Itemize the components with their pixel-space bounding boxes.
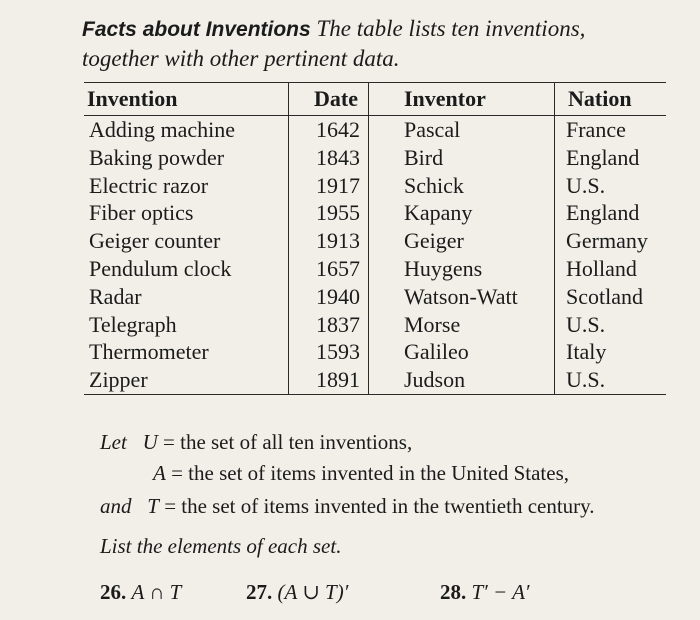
invention-cell: Fiber optics xyxy=(89,200,194,226)
date-cell: 1843 xyxy=(316,144,360,170)
nation-cell: Scotland xyxy=(566,283,643,309)
date-column xyxy=(316,116,360,394)
column-divider xyxy=(288,82,289,394)
intro-title: Facts about Inventions xyxy=(82,18,311,41)
date-cell: 1642 xyxy=(316,117,360,142)
column-divider xyxy=(554,82,555,394)
inventor-cell: Schick xyxy=(404,172,464,198)
date-cell: 1913 xyxy=(316,228,360,254)
intro-text-line1: The table lists ten inventions, xyxy=(316,16,586,41)
exercise-expression: T′ − A′ xyxy=(471,580,530,604)
invention-cell: Baking powder xyxy=(89,144,225,170)
definition-u xyxy=(100,428,412,456)
set-u-definition: = the set of all ten inventions, xyxy=(163,430,413,454)
intro-text-line2: together with other pertinent data. xyxy=(82,46,400,71)
nation-cell: France xyxy=(566,117,626,142)
exercise-26 xyxy=(100,578,181,606)
header-invention: Invention xyxy=(87,86,178,111)
inventor-cell: Pascal xyxy=(404,117,461,142)
date-cell: 1940 xyxy=(316,283,360,309)
invention-cell: Adding machine xyxy=(89,117,236,142)
inventor-cell: Bird xyxy=(404,144,444,170)
exercise-number: 27. xyxy=(246,580,273,604)
invention-cell: Electric razor xyxy=(89,172,209,198)
inventor-column xyxy=(404,116,518,394)
nation-cell: Holland xyxy=(566,255,637,281)
definition-a xyxy=(153,459,569,487)
date-cell: 1891 xyxy=(316,367,360,393)
set-t-definition: = the set of items invented in the twentieth century. xyxy=(164,494,595,518)
invention-cell: Thermometer xyxy=(89,339,209,365)
inventor-cell: Huygens xyxy=(404,255,483,281)
column-divider xyxy=(368,82,369,394)
let-word: Let xyxy=(100,430,127,454)
exercise-number: 26. xyxy=(100,580,127,604)
intro-paragraph xyxy=(82,14,682,73)
set-a-symbol: A xyxy=(153,461,166,485)
nation-cell: U.S. xyxy=(566,172,606,198)
instruction-text: List the elements of each set. xyxy=(100,534,342,558)
inventor-cell: Morse xyxy=(404,311,461,337)
exercise-28 xyxy=(440,578,530,606)
nation-cell: England xyxy=(566,144,640,170)
exercise-expression: (A ∪ T)′ xyxy=(277,580,349,604)
nation-cell: U.S. xyxy=(566,311,606,337)
nation-column xyxy=(566,116,648,394)
and-word: and xyxy=(100,494,132,518)
invention-column xyxy=(89,116,235,394)
date-cell: 1837 xyxy=(316,311,360,337)
header-date: Date xyxy=(314,86,358,111)
table-top-rule xyxy=(84,82,666,83)
exercise-27 xyxy=(246,578,348,606)
date-cell: 1657 xyxy=(316,255,360,281)
table-bottom-rule xyxy=(84,394,666,395)
inventor-cell: Geiger xyxy=(404,228,464,254)
set-a-definition: = the set of items invented in the United States, xyxy=(171,461,570,485)
inventor-cell: Judson xyxy=(404,367,466,393)
exercise-expression: A ∩ T xyxy=(131,580,182,604)
header-nation: Nation xyxy=(568,86,632,111)
date-cell: 1917 xyxy=(316,172,360,198)
invention-cell: Geiger counter xyxy=(89,228,221,254)
nation-cell: Italy xyxy=(566,339,607,365)
set-t-symbol: T xyxy=(147,494,159,518)
definition-t xyxy=(100,492,595,520)
date-cell: 1955 xyxy=(316,200,360,226)
nation-cell: U.S. xyxy=(566,367,606,393)
invention-cell: Radar xyxy=(89,283,142,309)
exercise-number: 28. xyxy=(440,580,467,604)
inventor-cell: Galileo xyxy=(404,339,469,365)
invention-cell: Zipper xyxy=(89,367,148,393)
inventions-table xyxy=(84,82,666,396)
date-cell: 1593 xyxy=(316,339,360,365)
nation-cell: Germany xyxy=(566,228,648,254)
header-inventor: Inventor xyxy=(404,86,486,111)
nation-cell: England xyxy=(566,200,640,226)
invention-cell: Pendulum clock xyxy=(89,255,232,281)
inventor-cell: Watson-Watt xyxy=(404,283,518,309)
inventor-cell: Kapany xyxy=(404,200,473,226)
set-u-symbol: U xyxy=(142,430,158,454)
invention-cell: Telegraph xyxy=(89,311,177,337)
